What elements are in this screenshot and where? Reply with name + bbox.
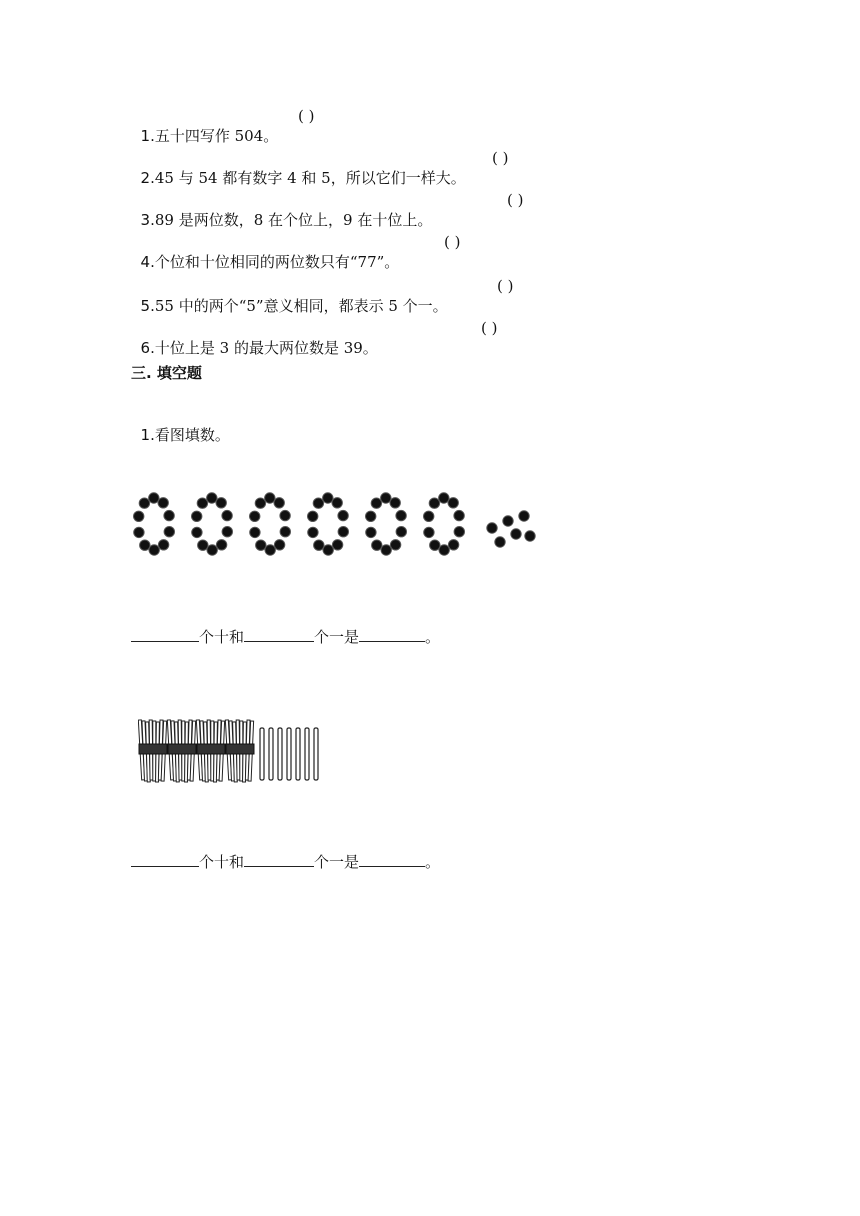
bead	[308, 511, 318, 521]
bead	[255, 498, 265, 508]
item-number: 1.	[140, 127, 155, 145]
bead	[338, 527, 348, 537]
bead	[390, 540, 400, 550]
loose-bead	[503, 516, 513, 526]
bead	[149, 493, 159, 503]
bead	[429, 498, 439, 508]
bead-ring	[424, 493, 465, 555]
bead	[338, 510, 348, 520]
fill-text: 个十和	[199, 853, 245, 871]
item-number: 2.	[140, 169, 155, 187]
loose-bead	[511, 529, 521, 539]
bead	[222, 527, 232, 537]
bead	[280, 510, 290, 520]
loose-stick	[314, 728, 318, 780]
item-text: 十位上是 3 的最大两位数是 39。	[154, 339, 378, 357]
bead-ring	[308, 493, 349, 555]
loose-stick	[296, 728, 300, 780]
bead	[149, 545, 159, 555]
bead	[323, 545, 333, 555]
judgement-item-4	[131, 232, 399, 272]
item-text: 五十四写作 504。	[154, 127, 279, 145]
answer-paren-6[interactable]: ( )	[481, 319, 498, 337]
bead	[274, 540, 284, 550]
bead	[381, 545, 391, 555]
bead	[381, 493, 391, 503]
bead	[250, 527, 260, 537]
bead	[197, 498, 207, 508]
bead	[164, 527, 174, 537]
fill-question-1	[131, 405, 230, 445]
item-number: 1.	[140, 426, 155, 444]
fill-text: 个一是	[314, 628, 360, 646]
answer-paren-2[interactable]: ( )	[492, 149, 509, 167]
bead	[366, 527, 376, 537]
bead	[207, 493, 217, 503]
bead	[396, 527, 406, 537]
bead	[158, 540, 168, 550]
fill-text: 个十和	[199, 628, 245, 646]
bead	[390, 498, 400, 508]
loose-stick	[278, 728, 282, 780]
bead	[216, 498, 226, 508]
item-text: 个位和十位相同的两位数只有“77”。	[154, 253, 400, 271]
bead	[323, 493, 333, 503]
section-title: 三. 填空题	[131, 364, 202, 382]
bead	[308, 527, 318, 537]
bead	[430, 540, 440, 550]
item-number: 4.	[140, 253, 155, 271]
judgement-item-6	[131, 318, 378, 358]
item-text: 45 与 54 都有数字 4 和 5，所以它们一样大。	[154, 169, 466, 187]
bead	[448, 540, 458, 550]
stick-bundle	[138, 720, 167, 782]
judgement-item-5	[131, 276, 448, 316]
fill-text: 。	[425, 853, 441, 871]
bead	[250, 511, 260, 521]
bead-ring	[192, 493, 233, 555]
loose-bead	[525, 531, 535, 541]
item-text: 89 是两位数，8 在个位上，9 在十位上。	[154, 211, 433, 229]
loose-bead	[495, 537, 505, 547]
fill-row-1	[131, 627, 440, 647]
bead	[139, 498, 149, 508]
stick-bundle	[225, 720, 254, 782]
bead	[274, 498, 284, 508]
bead	[192, 511, 202, 521]
bead	[280, 527, 290, 537]
bead	[158, 498, 168, 508]
fill-text: 。	[425, 628, 441, 646]
blank-tens-2[interactable]	[131, 852, 199, 867]
bundle-band	[139, 744, 167, 754]
stick-bundles-figure	[138, 716, 338, 786]
item-number: 6.	[140, 339, 155, 357]
answer-paren-1[interactable]: ( )	[298, 107, 315, 125]
bead	[198, 540, 208, 550]
judgement-item-3	[131, 190, 432, 230]
bead	[265, 493, 275, 503]
loose-bead	[487, 523, 497, 533]
stick-bundle	[167, 720, 196, 782]
bead	[439, 493, 449, 503]
bead	[366, 511, 376, 521]
bead	[216, 540, 226, 550]
item-text: 55 中的两个“5”意义相同，都表示 5 个一。	[154, 297, 448, 315]
bead	[448, 498, 458, 508]
bead	[256, 540, 266, 550]
bundle-band	[226, 744, 254, 754]
loose-stick	[305, 728, 309, 780]
bead	[313, 498, 323, 508]
bead	[454, 510, 464, 520]
bead	[134, 527, 144, 537]
bead	[439, 545, 449, 555]
blank-ones-2[interactable]	[244, 852, 314, 867]
item-text: 看图填数。	[154, 426, 230, 444]
bead	[372, 540, 382, 550]
bead-ring	[366, 493, 407, 555]
bead	[164, 510, 174, 520]
bead-ring	[250, 493, 291, 555]
loose-stick	[269, 728, 273, 780]
item-number: 3.	[140, 211, 155, 229]
bead	[332, 498, 342, 508]
bead	[192, 527, 202, 537]
bead	[424, 527, 434, 537]
bead	[454, 527, 464, 537]
answer-paren-3[interactable]: ( )	[507, 191, 524, 209]
bead	[332, 540, 342, 550]
fill-text: 个一是	[314, 853, 360, 871]
loose-stick	[260, 728, 264, 780]
stick-bundle	[196, 720, 225, 782]
loose-bead	[519, 511, 529, 521]
blank-total-1[interactable]	[359, 627, 425, 642]
item-number: 5.	[140, 297, 155, 315]
bead	[265, 545, 275, 555]
answer-paren-5[interactable]: ( )	[497, 277, 514, 295]
blank-ones-1[interactable]	[244, 627, 314, 642]
bead-rings-figure	[130, 488, 550, 568]
loose-stick	[287, 728, 291, 780]
fill-row-2	[131, 852, 440, 872]
bead	[207, 545, 217, 555]
bead	[222, 510, 232, 520]
bead	[140, 540, 150, 550]
blank-total-2[interactable]	[359, 852, 425, 867]
judgement-item-2	[131, 148, 466, 188]
bead	[314, 540, 324, 550]
bundle-band	[168, 744, 196, 754]
bead-ring	[134, 493, 175, 555]
bead	[371, 498, 381, 508]
answer-paren-4[interactable]: ( )	[444, 233, 461, 251]
bead	[424, 511, 434, 521]
bead	[134, 511, 144, 521]
bead	[396, 510, 406, 520]
judgement-item-1	[131, 106, 278, 146]
blank-tens-1[interactable]	[131, 627, 199, 642]
bundle-band	[197, 744, 225, 754]
